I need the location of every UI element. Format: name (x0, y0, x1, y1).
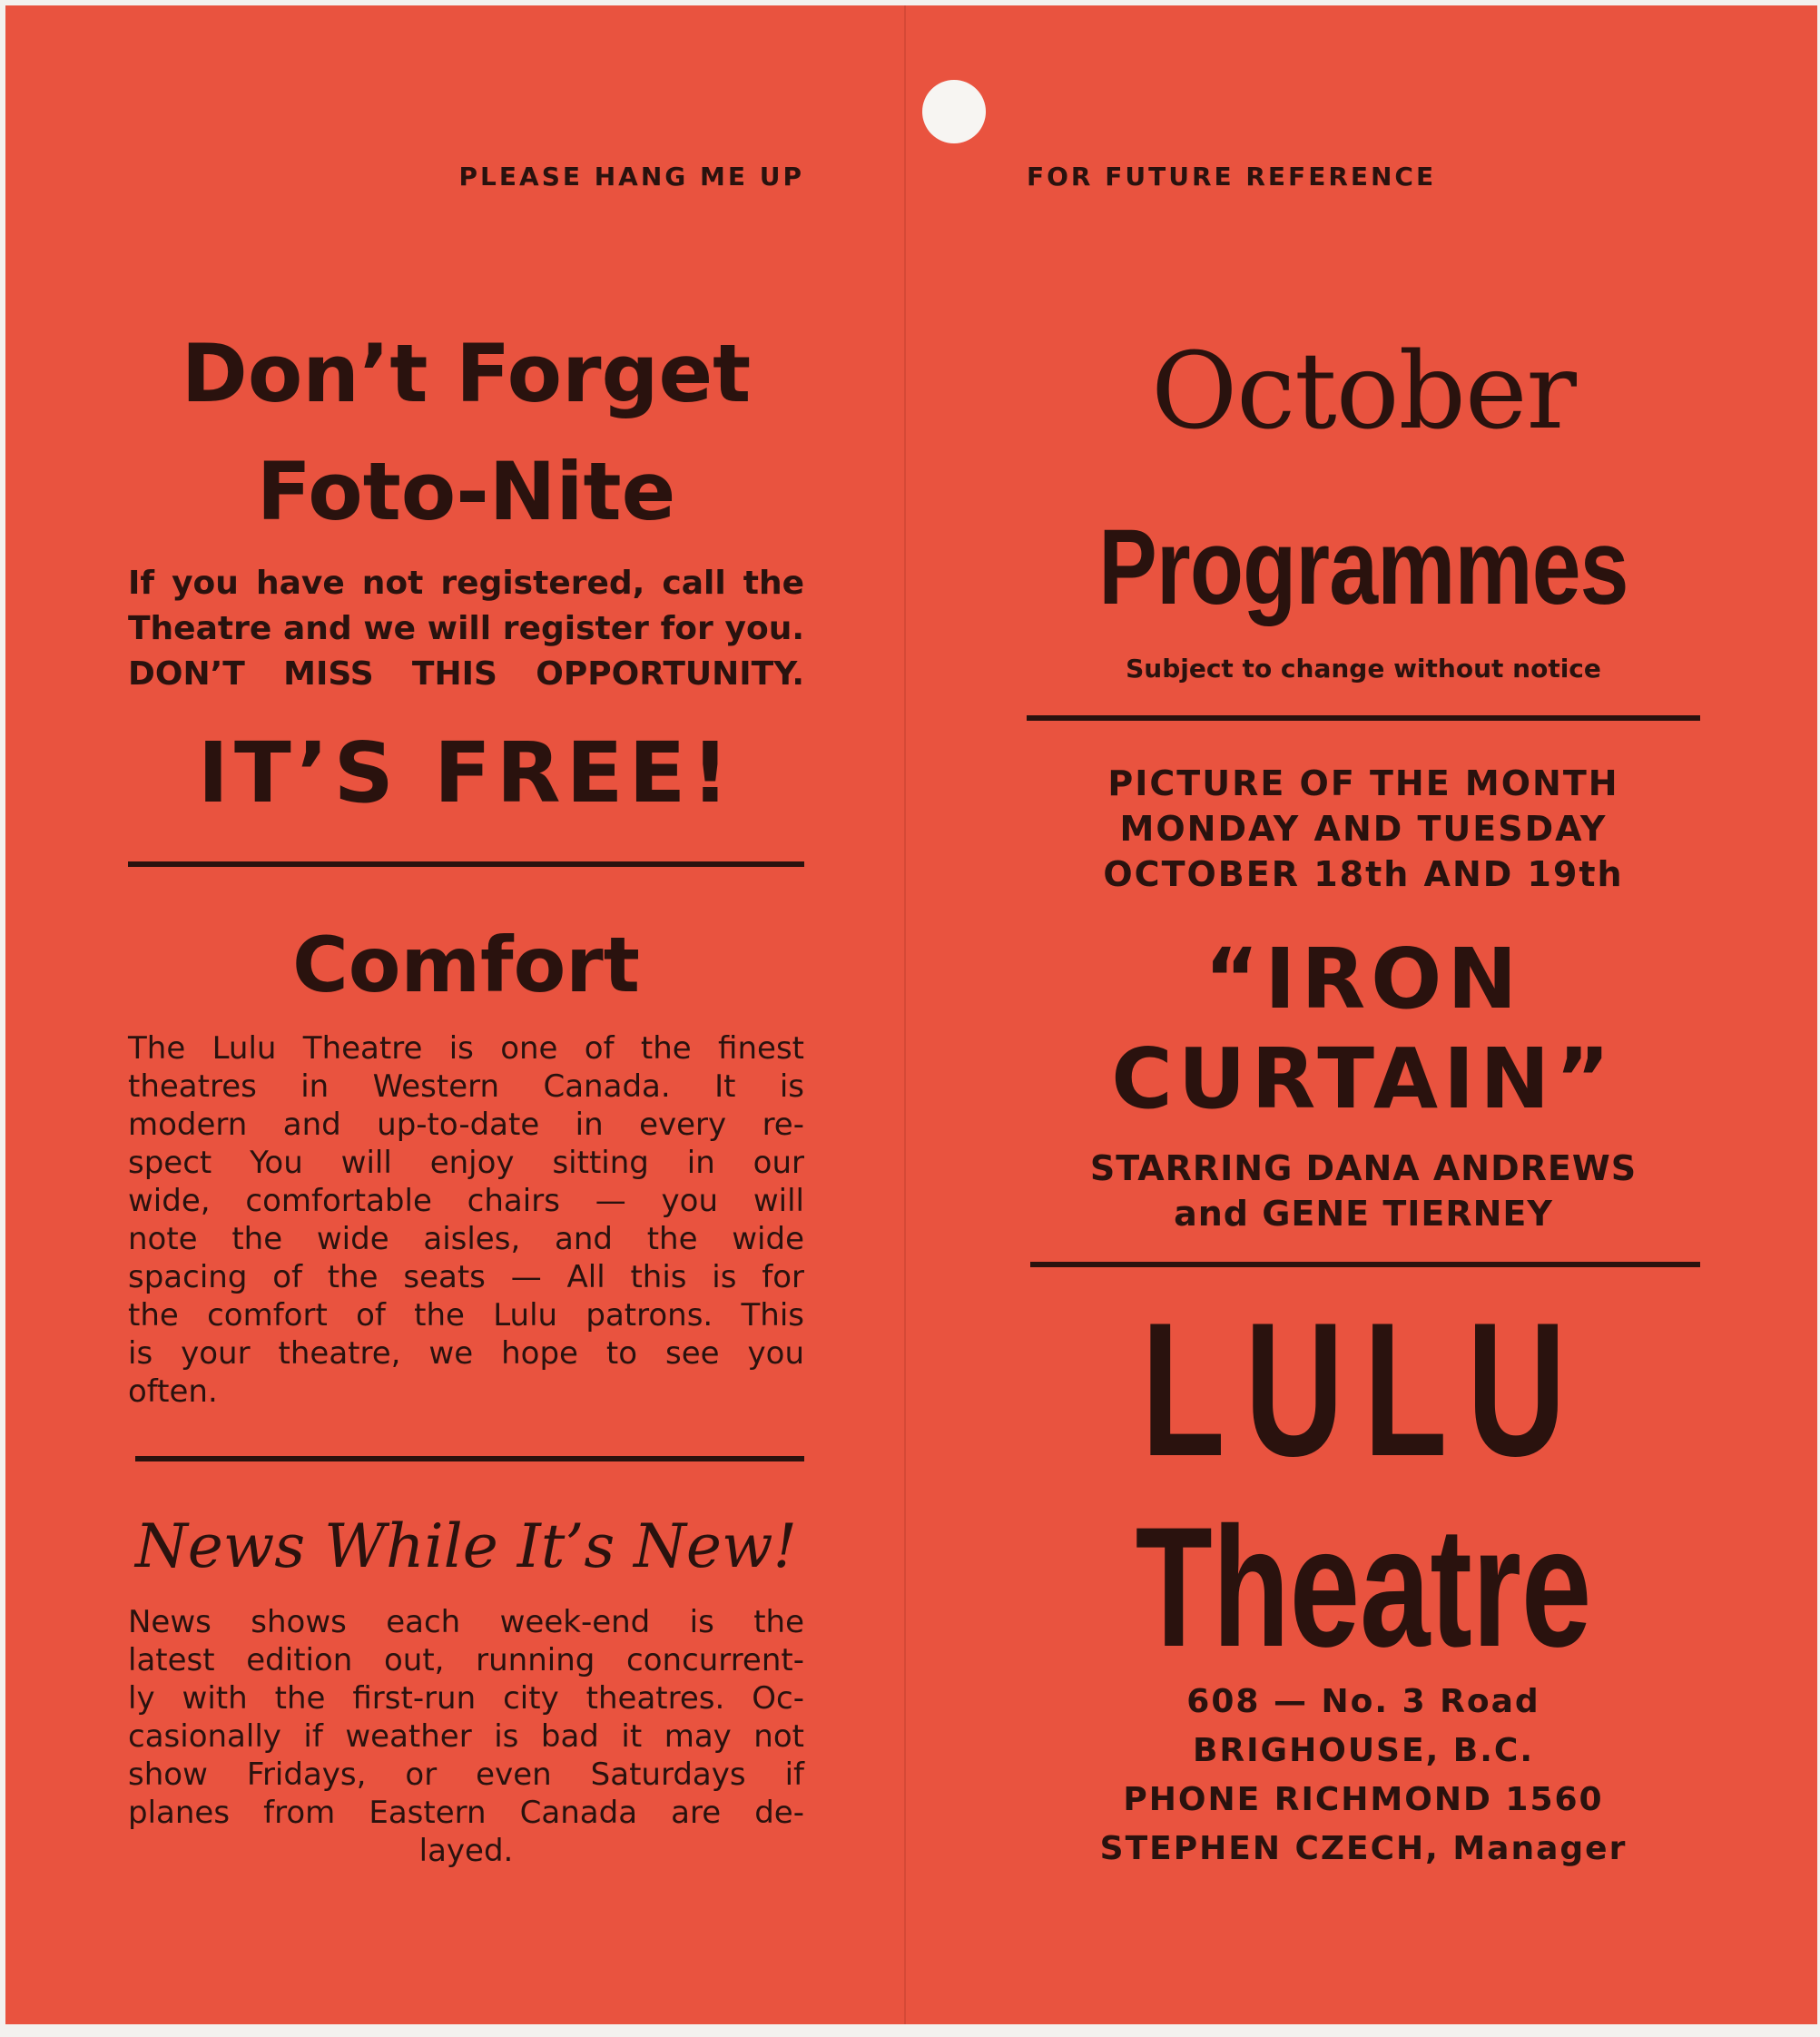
theatre-name-line2: Theatre (1135, 1491, 1592, 1682)
comfort-body (128, 1029, 804, 1411)
fold-crease (904, 5, 906, 2024)
picture-of-month (1027, 761, 1700, 897)
divider (1030, 1262, 1700, 1267)
address-line: STEPHEN CZECH, Manager (1099, 1830, 1628, 1867)
hanging-hole (922, 80, 986, 143)
future-reference-text: FOR FUTURE REFERENCE (1027, 162, 1437, 192)
news-body (128, 1603, 804, 1870)
starring-line1: STARRING DANA ANDREWS (1089, 1148, 1638, 1188)
comfort-line: spacing of the seats — All this is for (128, 1259, 804, 1295)
divider (128, 861, 804, 867)
film-title (1027, 930, 1700, 1129)
comfort-line: wide, comfortable chairs — you will (128, 1183, 804, 1219)
its-free-text: IT’S FREE! (197, 724, 735, 822)
divider (135, 1456, 804, 1461)
news-line: show Fridays, or even Saturdays if (128, 1757, 804, 1793)
address-line: PHONE RICHMOND 1560 (1123, 1781, 1604, 1818)
programme-card (5, 5, 1817, 2024)
news-line: latest edition out, running concurrent- (128, 1642, 804, 1678)
comfort-line: theatres in Western Canada. It is (128, 1068, 804, 1105)
feature-line: MONDAY AND TUESDAY (1119, 809, 1608, 849)
divider (1027, 715, 1700, 721)
news-heading: News While It’s New! (135, 1511, 797, 1581)
foto-nite-line: Theatre and we will register for you. (128, 610, 804, 647)
feature-line: OCTOBER 18th AND 19th (1103, 854, 1624, 894)
programmes-title: Programmes (1098, 507, 1628, 627)
right-panel (1027, 5, 1700, 2024)
theatre-name-line1: LULU (1141, 1283, 1586, 1496)
subject-to-change-note: Subject to change without notice (1126, 654, 1601, 684)
film-title-line2: CURTAIN” (1111, 1030, 1616, 1127)
feature-line: PICTURE OF THE MONTH (1107, 763, 1619, 803)
comfort-heading: Comfort (292, 920, 640, 1009)
comfort-line: the comfort of the Lulu patrons. This (128, 1297, 804, 1333)
foto-nite-heading-line2: Foto-Nite (256, 445, 676, 538)
comfort-line: modern and up-to-date in every re- (128, 1107, 804, 1143)
foto-nite-heading-line1: Don’t Forget (181, 327, 752, 420)
left-panel (128, 5, 804, 2024)
theatre-address (1027, 1678, 1700, 1874)
news-line: ly with the first-run city theatres. Oc- (128, 1680, 804, 1717)
month-title: October (1151, 330, 1576, 453)
news-line: planes from Eastern Canada are de- (128, 1795, 804, 1831)
starring-line2: and GENE TIERNEY (1174, 1194, 1553, 1234)
foto-nite-line: If you have not registered, call the (128, 565, 804, 602)
hang-me-up-text: PLEASE HANG ME UP (458, 162, 804, 192)
comfort-line: spect You will enjoy sitting in our (128, 1145, 804, 1181)
foto-nite-line: DON’T MISS THIS OPPORTUNITY. (128, 655, 804, 693)
foto-nite-body (128, 561, 804, 697)
comfort-line: note the wide aisles, and the wide (128, 1221, 804, 1257)
comfort-line: The Lulu Theatre is one of the finest (128, 1030, 804, 1067)
address-line: BRIGHOUSE, B.C. (1192, 1732, 1534, 1769)
starring-credits (1027, 1146, 1700, 1236)
news-line: casionally if weather is bad it may not (128, 1718, 804, 1755)
news-line: News shows each week-end is the (128, 1604, 804, 1640)
comfort-line: is your theatre, we hope to see you (128, 1335, 804, 1372)
address-line: 608 — No. 3 Road (1186, 1683, 1540, 1720)
comfort-line: often. (128, 1373, 218, 1410)
news-line: layed. (418, 1833, 514, 1869)
film-title-line1: “IRON (1204, 930, 1523, 1028)
